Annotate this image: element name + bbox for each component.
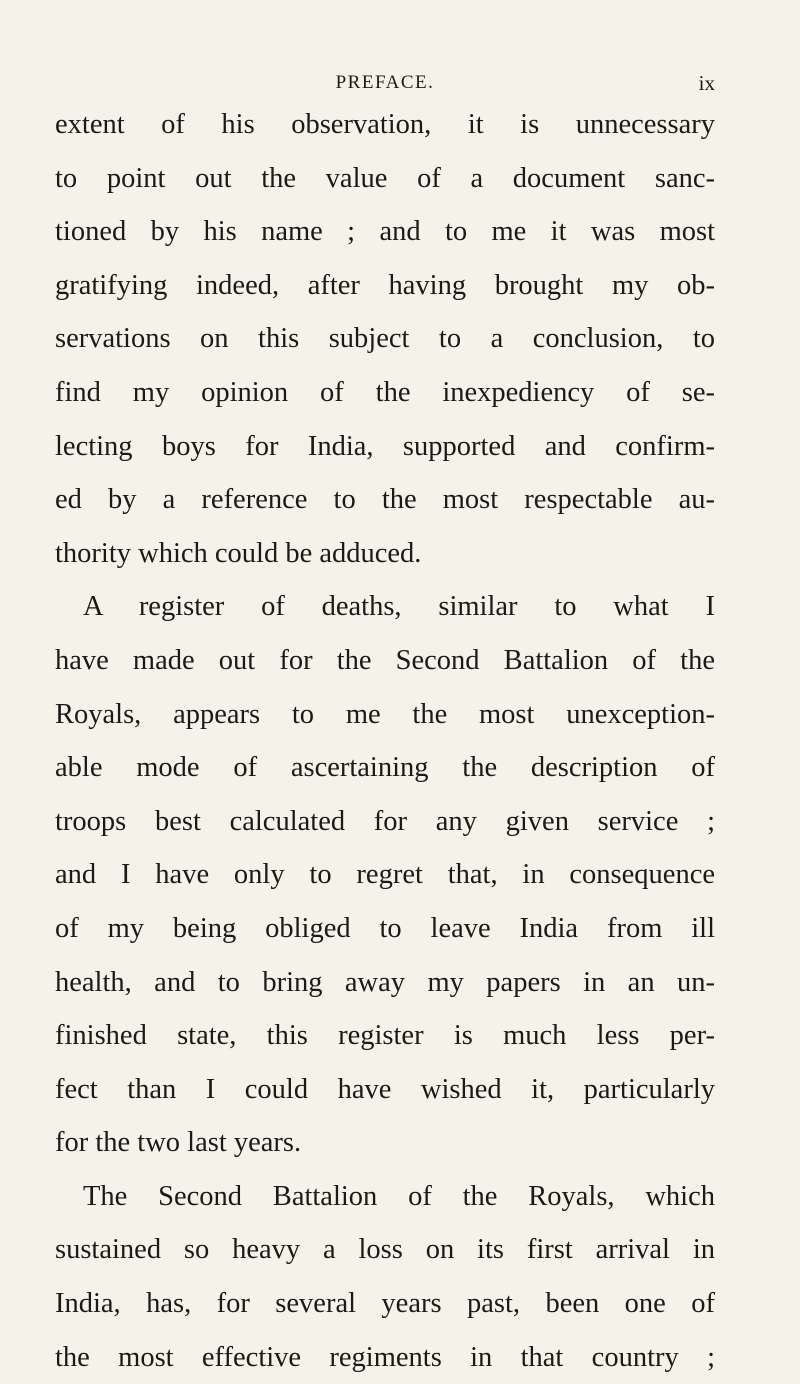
text-line: servations on this subject to a conclusion, to xyxy=(55,323,715,355)
text-line: A register of deaths, similar to what I xyxy=(83,591,715,623)
text-line: tioned by his name ; and to me it was most xyxy=(55,216,715,248)
paragraph-1 xyxy=(55,98,715,580)
text-line: of my being obliged to leave India from ill xyxy=(55,912,715,944)
text-line: health, and to bring away my papers in an un- xyxy=(55,966,715,998)
text-line: for the two last years. xyxy=(55,1127,302,1159)
text-line: lecting boys for India, supported and confirm- xyxy=(55,430,715,462)
text-line: thority which could be adduced. xyxy=(55,537,422,569)
running-title: PREFACE. xyxy=(335,72,435,93)
text-line: the most effective regiments in that country ; xyxy=(55,1341,715,1373)
text-line: The Second Battalion of the Royals, which xyxy=(83,1180,715,1212)
text-line: gratifying indeed, after having brought my ob- xyxy=(55,269,715,301)
page-number: ix xyxy=(698,71,715,95)
text-line: extent of his observation, it is unnecessary xyxy=(55,109,715,140)
paragraph-3 xyxy=(55,1170,715,1384)
text-line: to point out the value of a document sanc- xyxy=(55,162,715,194)
text-line: fect than I could have wished it, particularly xyxy=(55,1073,715,1105)
text-line: India, has, for several years past, been one of xyxy=(55,1288,715,1320)
text-line: ed by a reference to the most respectable au- xyxy=(55,484,715,516)
text-line: Royals, appears to me the most unexception- xyxy=(55,698,715,730)
text-line: sustained so heavy a loss on its first arrival in xyxy=(55,1234,715,1266)
text-line: find my opinion of the inexpediency of se- xyxy=(55,376,715,408)
body-text xyxy=(55,98,715,1384)
text-line: have made out for the Second Battalion of the xyxy=(55,644,715,676)
text-line: troops best calculated for any given service ; xyxy=(55,805,715,837)
paragraph-2 xyxy=(55,580,715,1170)
text-line: able mode of ascertaining the description of xyxy=(55,752,715,784)
running-head xyxy=(55,68,715,98)
text-line: finished state, this register is much less per- xyxy=(55,1020,715,1052)
text-line: and I have only to regret that, in consequence xyxy=(55,859,715,891)
